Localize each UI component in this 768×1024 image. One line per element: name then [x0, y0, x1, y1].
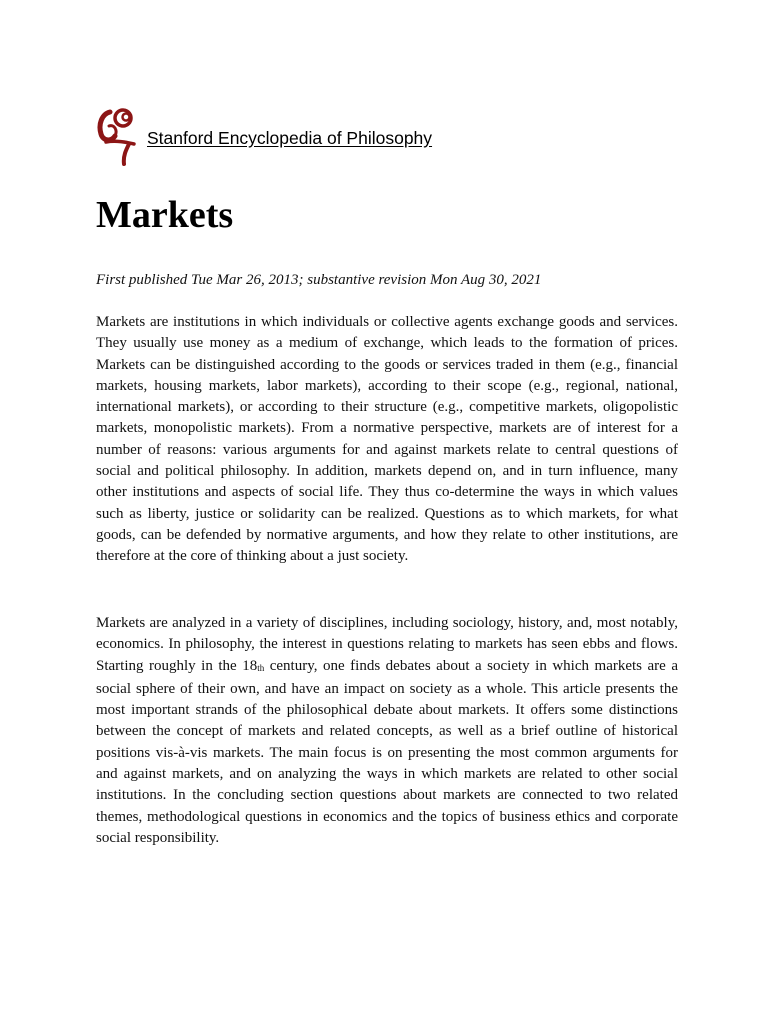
ordinal-suffix: th: [257, 662, 265, 673]
paragraph-2: [96, 613, 678, 849]
paragraph-2-text-end: century, one finds debates about a society in which markets are a social sphere of their own, and have an impact on society as a whole. This article presents the most important strands of the philosophical debate about markets. It offers some distinctions between the concept of markets and related concepts, as well as a brief outline of historical positions vis-à-vis markets. The main focus is on presenting the most common arguments for and against markets, and on analyzing the ways in which markets are related to other social institutions. In the concluding section questions about markets are connected to two related themes, methodological questions in economics and the topics of business ethics and corporate social responsibility.: [96, 657, 678, 846]
publication-info: First published Tue Mar 26, 2013; substantive revision Mon Aug 30, 2021: [96, 272, 542, 288]
paragraph-1: Markets are institutions in which individuals or collective agents exchange goods and services. They usually use money as a medium of exchange, which leads to the formation of prices. Markets can be distinguished according to the goods or services traded in them (e.g., financial markets, housing markets, labor markets), according to their scope (e.g., regional, national, international markets), or according to their structure (e.g., competitive markets, oligopolistic markets, monopolistic markets). From a normative perspective, markets are of interest for a number of reasons: various arguments for and against markets relate to central questions of social and political philosophy. In addition, markets depend on, and in turn influence, many other institutions and aspects of social life. They thus co-determine the ways in which values such as liberty, justice or solidarity can be realized. Questions as to which markets, for what goods, can be defended by normative arguments, and how they relate to other institutions, are therefore at the core of thinking about a just society.: [96, 314, 678, 565]
paragraph-2-text-start: Markets are analyzed in a variety of disciplines, including sociology, history, and, most notably, economics. In philosophy, the interest in questions relating to markets has seen ebbs and flows. Starting roughly in the 18: [96, 615, 678, 674]
article-title: Markets: [96, 194, 234, 236]
site-header: [96, 104, 678, 168]
site-home-link[interactable]: Stanford Encyclopedia of Philosophy: [147, 128, 433, 148]
sep-logo-icon[interactable]: [96, 104, 138, 166]
